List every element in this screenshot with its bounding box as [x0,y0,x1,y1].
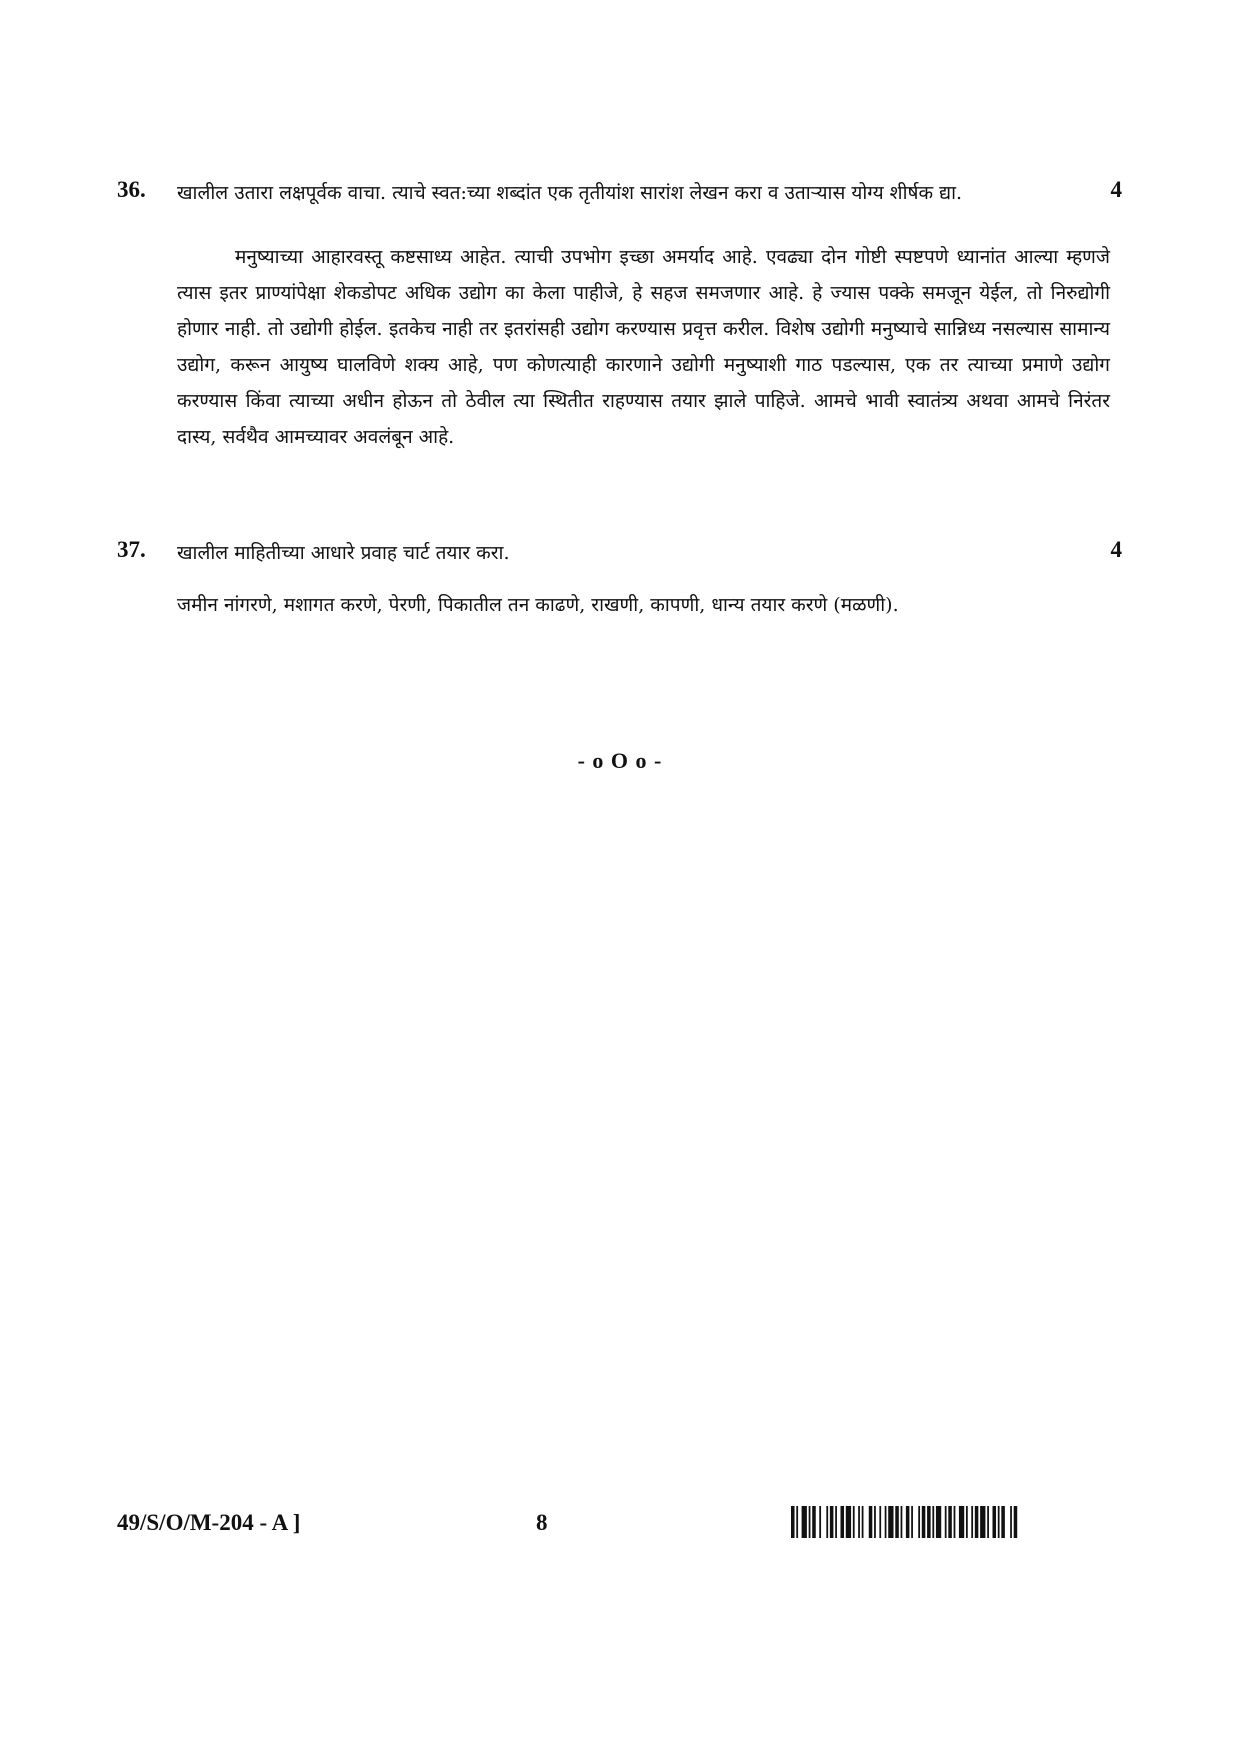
question-36 [117,177,1122,455]
question-37 [117,537,1122,621]
end-of-paper-mark: - o O o - [577,748,663,773]
paper-code: 49/S/O/M-204 - A ] [117,1510,301,1535]
question-prompt: खालील माहितीच्या आधारे प्रवाह चार्ट तयार करा. [177,542,510,564]
barcode-image [791,1506,1019,1538]
page-number: 8 [536,1510,548,1535]
question-marks: 4 [1110,537,1122,562]
question-prompt: खालील उतारा लक्षपूर्वक वाचा. त्याचे स्वत:च्या शब्दांत एक तृतीयांश सारांश लेखन करा व उताऱ्यास योग्य शीर्षक द्या. [177,182,963,204]
question-number: 36. [117,177,146,202]
question-number: 37. [117,537,146,562]
question-marks: 4 [1110,177,1122,202]
reading-passage: मनुष्याच्या आहारवस्तू कष्टसाध्य आहेत. त्याची उपभोग इच्छा अमर्याद आहे. एवढ्या दोन गोष्टी स्पष्टपणे ध्यानांत आल्या म्हणजे त्यास इतर प्राण्यांपेक्षा शेकडोपट अधिक उद्योग का केला पाहीजे, हे सहज समजणार आहे. हे ज्यास पक्के समजून येईल, तो निरुद्योगी होणार नाही. तो उद्योगी होईल. इतकेच नाही तर इतरांसही उद्योग करण्यास प्रवृत्त करील. विशेष उद्योगी मनुष्याचे सान्निध्य नसल्यास सामान्य उद्योग, करून आयुष्य घालविणे शक्य आहे, पण कोणत्याही कारणाने उद्योगी मनुष्याशी गाठ पडल्यास, एक तर त्याच्या प्रमाणे उद्योग करण्यास किंवा त्याच्या अधीन होऊन तो ठेवील त्या स्थितीत राहण्यास तयार झाले पाहिजे. आमचे भावी स्वातंत्र्य अथवा आमचे निरंतर दास्य, सर्वथैव आमच्यावर अवलंबून आहे. [177,246,1110,448]
flow-steps-text: जमीन नांगरणे, मशागत करणे, पेरणी, पिकातील तन काढणे, राखणी, कापणी, धान्य तयार करणे (मळणी). [177,594,899,616]
